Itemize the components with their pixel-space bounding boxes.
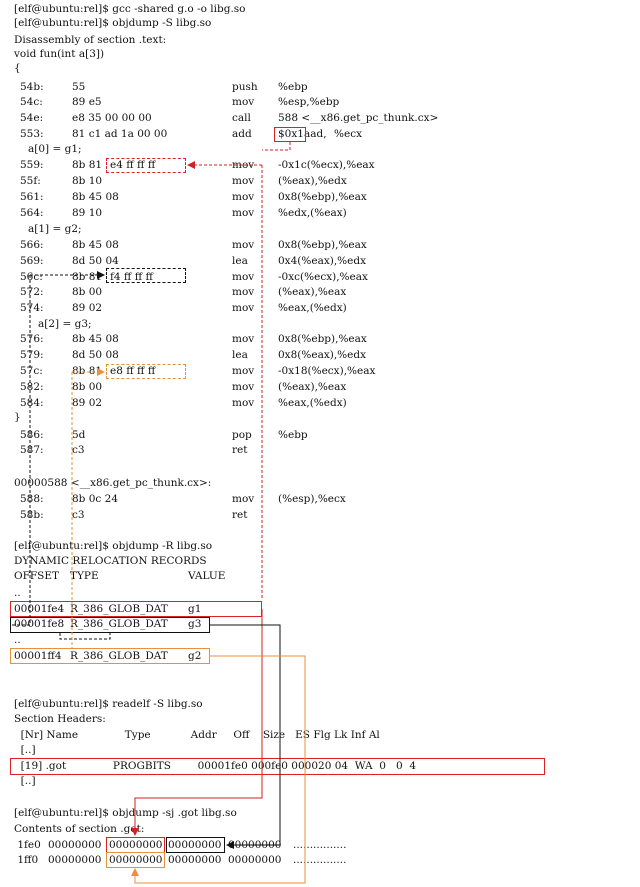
thunk-bytes: 8b 0c 24: [72, 493, 118, 505]
got-row1-word1: 00000000: [109, 839, 163, 851]
got-row1-word0: 00000000: [48, 839, 102, 851]
asm-address: 559:: [20, 159, 44, 171]
asm-mnemonic: mov: [232, 96, 255, 108]
asm-mnemonic: mov: [232, 365, 255, 377]
asm-mnemonic: pop: [232, 429, 252, 441]
asm-operand: 0x4(%eax),%edx: [278, 255, 367, 267]
thunk-label: 00000588 <__x86.get_pc_thunk.cx>:: [14, 477, 212, 489]
asm-bytes-offset: f4 ff ff ff: [110, 271, 153, 283]
asm-bytes: 8d 50 08: [72, 349, 119, 361]
thunk-mnemonic: ret: [232, 509, 248, 521]
asm-operand: 0x8(%ebp),%eax: [278, 239, 367, 251]
asm-operand-register: %ecx: [334, 128, 362, 140]
asm-address: 586:: [20, 429, 44, 441]
reloc-value-g2: g2: [188, 650, 202, 662]
disassembly-heading: Disassembly of section .text:: [14, 34, 167, 46]
asm-operand: (%eax),%edx: [278, 175, 347, 187]
asm-operand: (%eax),%eax: [278, 286, 347, 298]
asm-address: 54b:: [20, 81, 44, 93]
thunk-address: 588:: [20, 493, 44, 505]
command-objdump-s: [elf@ubuntu:rel]$ objdump -S libg.so: [14, 17, 212, 29]
asm-bytes: 89 02: [72, 397, 103, 409]
col-header-type: TYPE: [70, 570, 99, 582]
command-readelf: [elf@ubuntu:rel]$ readelf -S libg.so: [14, 698, 203, 710]
got-row1-word2: 00000000: [168, 839, 222, 851]
asm-address: 54e:: [20, 112, 44, 124]
command-gcc: [elf@ubuntu:rel]$ gcc -shared g.o -o libg.so: [14, 3, 246, 15]
asm-address: 57c:: [20, 365, 43, 377]
asm-operand: %esp,%ebp: [278, 96, 340, 108]
asm-mnemonic: mov: [232, 175, 255, 187]
got-row2-word1: 00000000: [109, 854, 163, 866]
got-row1-ascii: ................: [293, 839, 347, 851]
asm-bytes: c3: [72, 444, 85, 456]
section-header-row: [Nr] Name Type Addr Off Size ES Flg Lk Inf Al: [14, 729, 380, 741]
asm-bytes: 8b 10: [72, 175, 103, 187]
got-contents-heading: Contents of section .got:: [14, 823, 145, 835]
relocation-heading: DYNAMIC RELOCATION RECORDS: [14, 555, 207, 567]
reloc-value-g3: g3: [188, 618, 202, 630]
asm-bytes: 8b 81: [72, 271, 103, 283]
source-line-a1: a[1] = g2;: [28, 223, 82, 235]
black-dashed-connector: [60, 633, 110, 639]
asm-operand: 588 <__x86.get_pc_thunk.cx>: [278, 112, 439, 124]
got-row2-ascii: ................: [293, 854, 347, 866]
reloc-type-g1: R_386_GLOB_DAT: [70, 603, 168, 615]
asm-bytes: 8b 81: [72, 159, 103, 171]
command-objdump-got: [elf@ubuntu:rel]$ objdump -sj .got libg.so: [14, 807, 237, 819]
reloc-type-g2: R_386_GLOB_DAT: [70, 650, 168, 662]
asm-operand: 0x8(%ebp),%eax: [278, 191, 367, 203]
asm-address: 566:: [20, 239, 44, 251]
asm-operand: -0xc(%ecx),%eax: [278, 271, 368, 283]
asm-bytes-offset: e4 ff ff ff: [110, 159, 156, 171]
asm-operand: %ebp: [278, 429, 308, 441]
asm-mnemonic: call: [232, 112, 251, 124]
got-row1-word3: 00000000: [228, 839, 282, 851]
thunk-mnemonic: mov: [232, 493, 255, 505]
thunk-bytes: c3: [72, 509, 85, 521]
asm-mnemonic: mov: [232, 381, 255, 393]
asm-mnemonic: lea: [232, 255, 248, 267]
asm-mnemonic: mov: [232, 239, 255, 251]
asm-mnemonic: mov: [232, 397, 255, 409]
asm-mnemonic: mov: [232, 302, 255, 314]
asm-address: 572:: [20, 286, 44, 298]
open-brace: {: [14, 62, 21, 74]
got-row2-word2: 00000000: [168, 854, 222, 866]
section-ellipsis-bottom: [..]: [14, 775, 36, 787]
source-line-a2: a[2] = g3;: [38, 318, 92, 330]
asm-bytes: 81 c1 ad 1a 00 00: [72, 128, 168, 140]
asm-bytes: 89 e5: [72, 96, 102, 108]
col-header-value: VALUE: [188, 570, 226, 582]
got-row1-addr: 1fe0: [14, 839, 41, 851]
asm-bytes: 8d 50 04: [72, 255, 119, 267]
asm-bytes: 8b 45 08: [72, 239, 119, 251]
asm-bytes-offset: e8 ff ff ff: [110, 365, 156, 377]
asm-operand: %ebp: [278, 81, 308, 93]
source-line-a0: a[0] = g1;: [28, 143, 82, 155]
asm-bytes: 8b 45 08: [72, 333, 119, 345]
asm-address: 579:: [20, 349, 44, 361]
thunk-operand: (%esp),%ecx: [278, 493, 346, 505]
reloc-offset-g3: 00001fe8: [14, 618, 65, 630]
section-headers-heading: Section Headers:: [14, 713, 106, 725]
asm-operand: (%eax),%eax: [278, 381, 347, 393]
asm-bytes: 8b 81: [72, 365, 103, 377]
asm-address: 584:: [20, 397, 44, 409]
asm-mnemonic: mov: [232, 207, 255, 219]
asm-bytes: 8b 45 08: [72, 191, 119, 203]
asm-address: 56c:: [20, 271, 43, 283]
asm-mnemonic: add: [232, 128, 252, 140]
red-solid-to-got: [135, 609, 262, 835]
asm-mnemonic: mov: [232, 333, 255, 345]
got-row2-addr: 1ff0: [14, 854, 39, 866]
asm-address: 587:: [20, 444, 44, 456]
reloc-dots-top: ..: [14, 587, 21, 599]
asm-bytes: 8b 00: [72, 286, 103, 298]
asm-operand: 0x8(%eax),%edx: [278, 349, 367, 361]
asm-operand: %edx,(%eax): [278, 207, 347, 219]
command-objdump-r: [elf@ubuntu:rel]$ objdump -R libg.so: [14, 540, 213, 552]
asm-operand: $0x1aad,: [278, 128, 327, 140]
asm-mnemonic: lea: [232, 349, 248, 361]
function-signature: void fun(int a[3]): [14, 48, 105, 60]
asm-operand: %eax,(%edx): [278, 302, 347, 314]
black-dashed-vertical: [10, 275, 30, 625]
reloc-type-g3: R_386_GLOB_DAT: [70, 618, 168, 630]
asm-operand: -0x18(%ecx),%eax: [278, 365, 376, 377]
asm-operand: -0x1c(%ecx),%eax: [278, 159, 375, 171]
asm-address: 569:: [20, 255, 44, 267]
asm-bytes: 89 10: [72, 207, 103, 219]
asm-operand: 0x8(%ebp),%eax: [278, 333, 367, 345]
reloc-dots-mid: ..: [14, 634, 21, 646]
col-header-offset: OFFSET: [14, 570, 60, 582]
asm-address: 582:: [20, 381, 44, 393]
asm-bytes: 89 02: [72, 302, 103, 314]
asm-mnemonic: ret: [232, 444, 248, 456]
asm-bytes: 8b 00: [72, 381, 103, 393]
asm-mnemonic: mov: [232, 191, 255, 203]
asm-mnemonic: mov: [232, 159, 255, 171]
asm-mnemonic: mov: [232, 286, 255, 298]
reloc-offset-g1: 00001fe4: [14, 603, 65, 615]
close-brace: }: [14, 411, 21, 423]
asm-bytes: 55: [72, 81, 86, 93]
section-ellipsis-top: [..]: [14, 744, 36, 756]
reloc-offset-g2: 00001ff4: [14, 650, 62, 662]
asm-address: 574:: [20, 302, 44, 314]
asm-mnemonic: mov: [232, 271, 255, 283]
red-dashed-connector: [262, 142, 290, 150]
asm-operand: %eax,(%edx): [278, 397, 347, 409]
black-solid-to-got: [210, 625, 280, 845]
asm-address: 54c:: [20, 96, 43, 108]
got-section-row: [19] .got PROGBITS 00001fe0 000fe0 000020 04 WA 0 0 4: [14, 760, 417, 772]
asm-mnemonic: push: [232, 81, 258, 93]
asm-address: 576:: [20, 333, 44, 345]
asm-address: 564:: [20, 207, 44, 219]
got-row2-word0: 00000000: [48, 854, 102, 866]
asm-bytes: 5d: [72, 429, 86, 441]
asm-address: 553:: [20, 128, 44, 140]
asm-address: 561:: [20, 191, 44, 203]
asm-address: 55f:: [20, 175, 41, 187]
reloc-value-g1: g1: [188, 603, 202, 615]
thunk-address: 58b:: [20, 509, 44, 521]
asm-bytes: e8 35 00 00 00: [72, 112, 152, 124]
got-row2-word3: 00000000: [228, 854, 282, 866]
